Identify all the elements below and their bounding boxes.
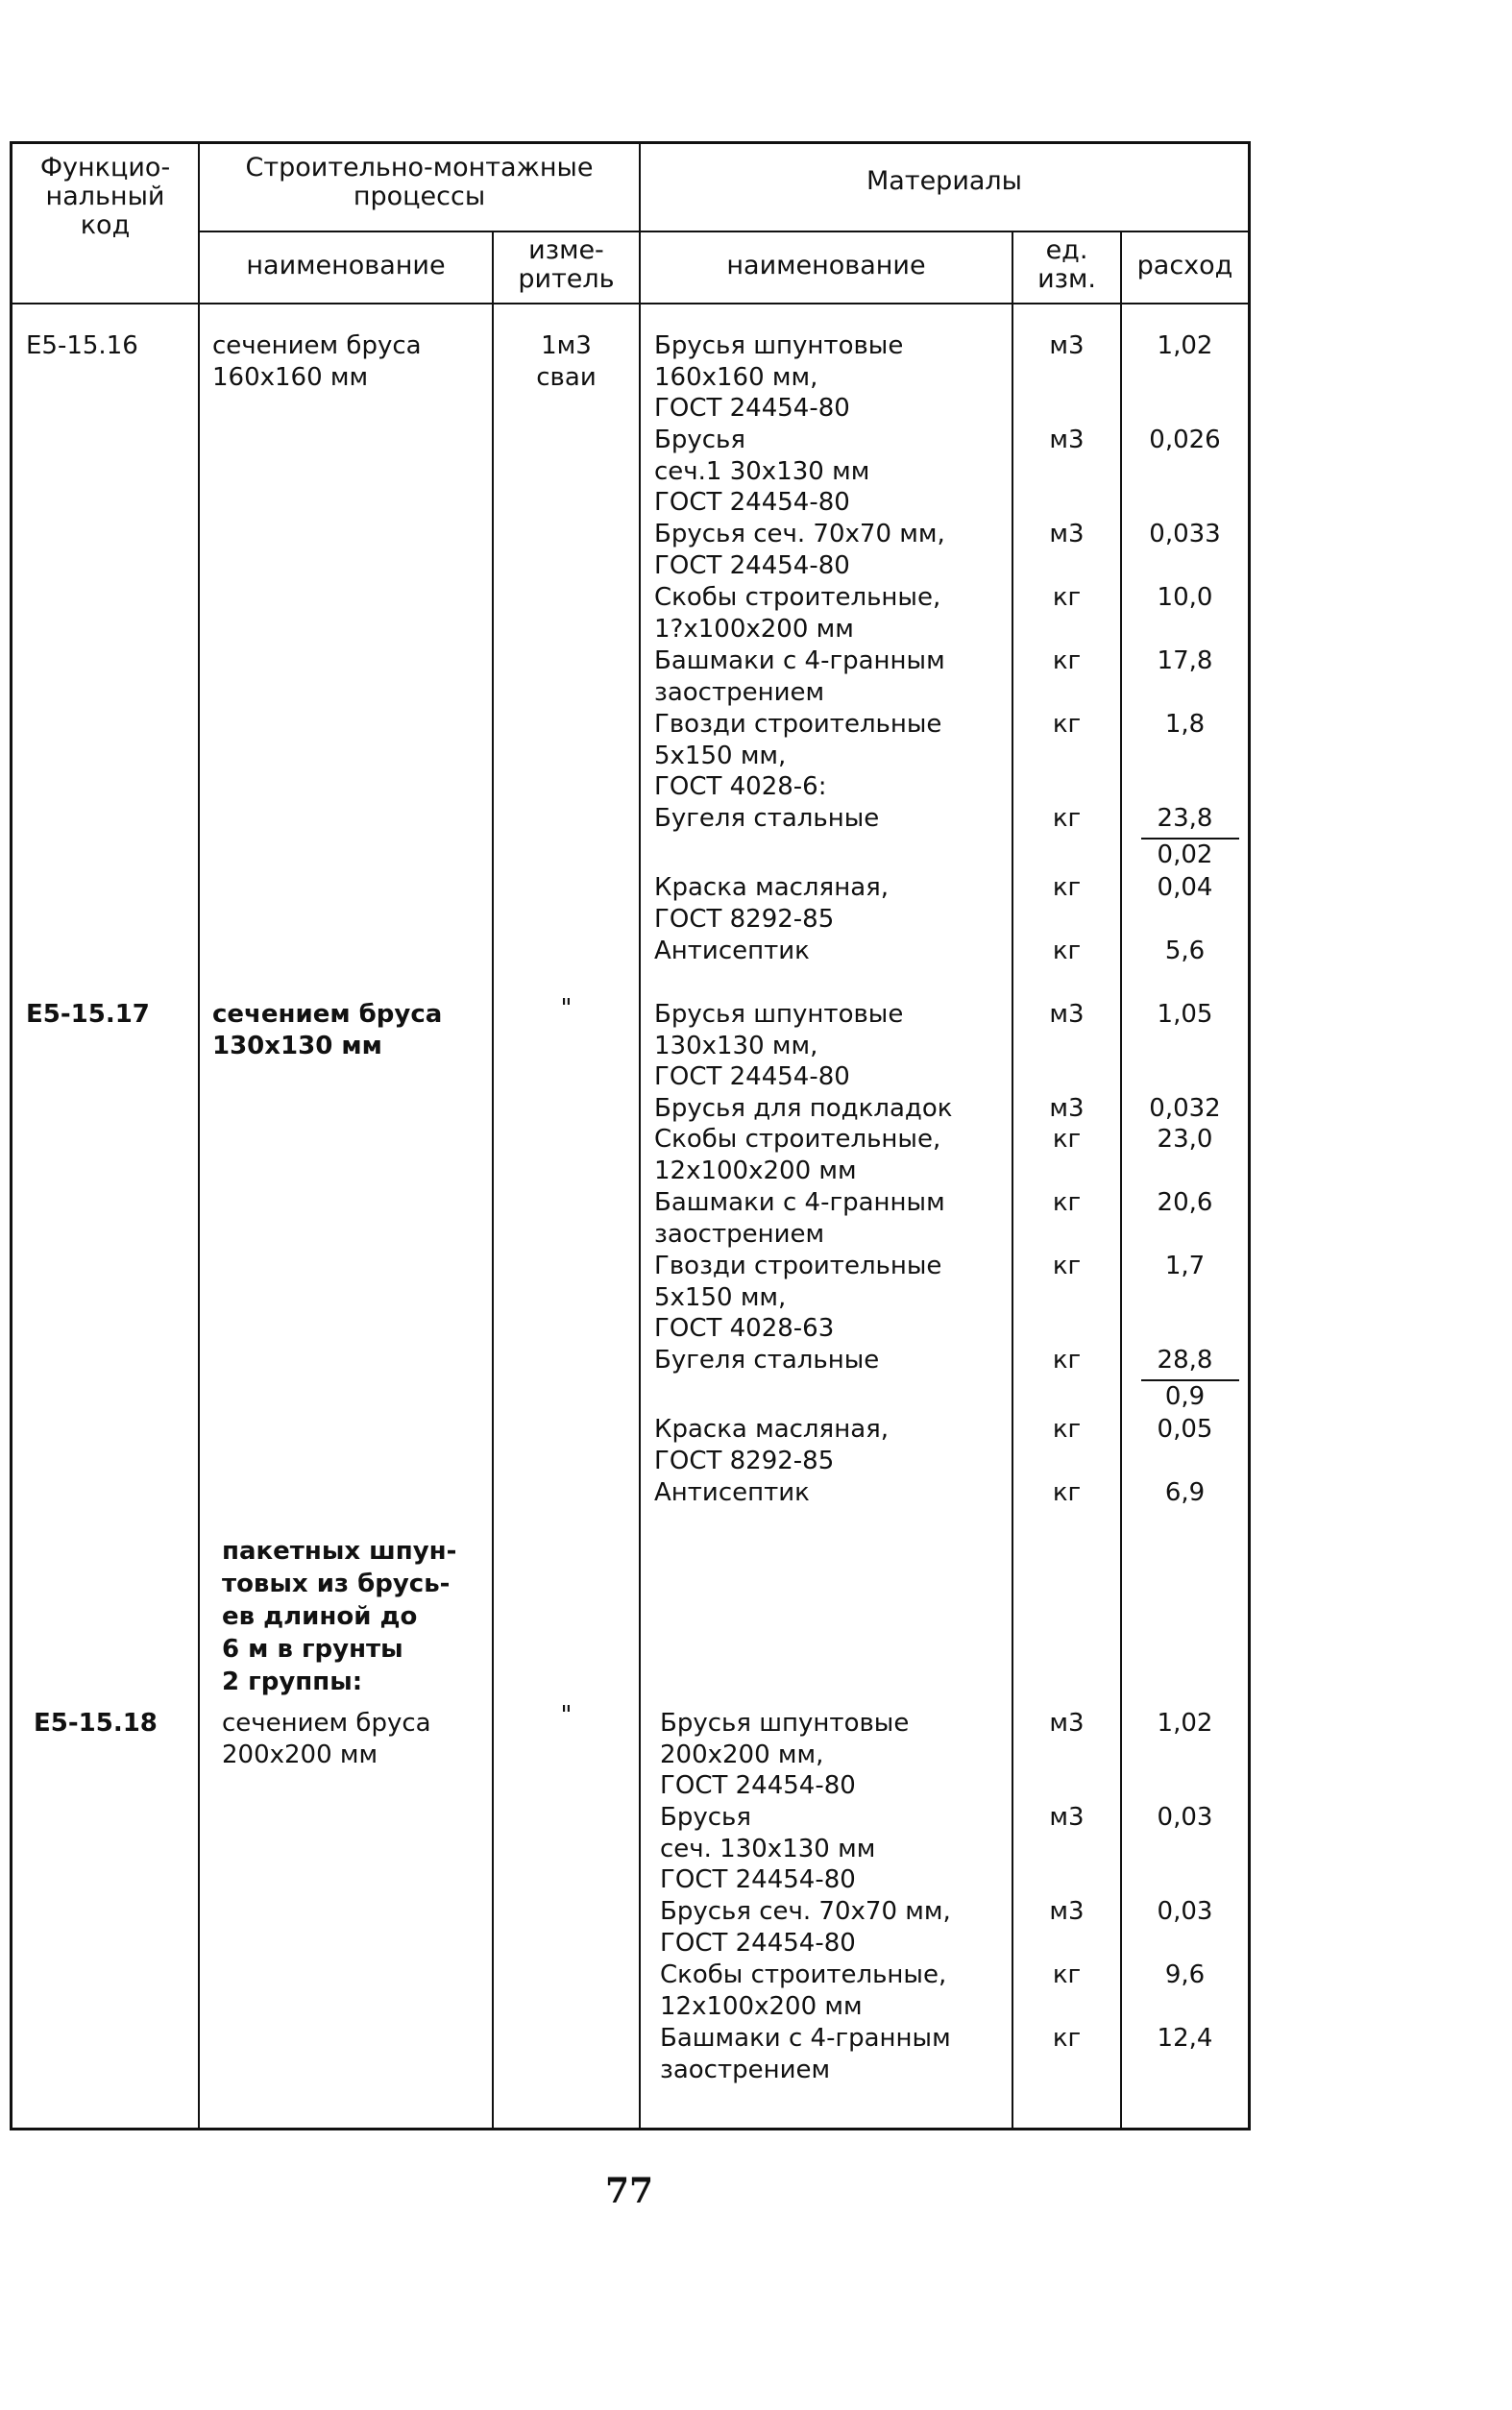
material-unit: кг xyxy=(1052,1346,1082,1375)
material-name: Брусья шпунтовые 160х160 мм, ГОСТ 24454-80 xyxy=(654,331,904,424)
material-qty: 1,8 xyxy=(1164,710,1206,739)
material-unit: кг xyxy=(1052,646,1082,675)
col-divider xyxy=(639,144,641,2128)
material-unit: кг xyxy=(1052,1188,1082,1217)
col-divider xyxy=(1120,231,1122,2128)
material-name: Брусья сеч. 130х130 мм ГОСТ 24454-80 xyxy=(660,1803,876,1895)
material-qty: 6,9 xyxy=(1164,1478,1206,1507)
material-name: Бугеля стальные xyxy=(654,804,880,833)
material-qty: 1,7 xyxy=(1164,1252,1206,1280)
page-number: 77 xyxy=(604,2171,654,2211)
header-bottom xyxy=(12,303,1248,304)
material-qty-numerator: 28,8 xyxy=(1157,1346,1213,1375)
material-unit: кг xyxy=(1052,804,1082,833)
material-name: Брусья шпунтовые 200х200 мм, ГОСТ 24454-80 xyxy=(660,1709,910,1801)
material-unit: кг xyxy=(1052,710,1082,739)
header-materials: Материалы xyxy=(866,166,1022,196)
material-name: Брусья сеч. 70х70 мм, ГОСТ 24454-80 xyxy=(660,1897,951,1958)
material-unit: м3 xyxy=(1049,1000,1085,1029)
process-name: сечением бруса 160х160 мм xyxy=(212,331,422,392)
material-qty: 0,04 xyxy=(1157,873,1213,902)
meter: " xyxy=(560,994,573,1023)
material-qty: 1,02 xyxy=(1157,1709,1213,1738)
material-qty-denominator: 0,02 xyxy=(1157,840,1213,869)
material-unit: кг xyxy=(1052,1125,1082,1154)
material-unit: м3 xyxy=(1049,520,1085,548)
col-divider xyxy=(198,144,200,2128)
material-qty: 1,02 xyxy=(1157,331,1213,360)
material-qty: 0,03 xyxy=(1157,1803,1213,1832)
header-divider xyxy=(198,231,1248,232)
meter: 1м3 сваи xyxy=(536,331,597,392)
material-unit: м3 xyxy=(1049,1094,1085,1123)
material-qty-denominator: 0,9 xyxy=(1164,1382,1206,1411)
material-qty: 0,026 xyxy=(1149,426,1221,454)
material-name: Брусья сеч.1 30х130 мм ГОСТ 24454-80 xyxy=(654,426,870,518)
header-proc-name: наименование xyxy=(246,251,446,280)
material-qty: 0,03 xyxy=(1157,1897,1213,1926)
material-name: Краска масляная, ГОСТ 8292-85 xyxy=(654,1415,890,1475)
material-name: Башмаки с 4-гранным заострением xyxy=(654,1188,945,1249)
material-name: Скобы строительные, 1?х100х200 мм xyxy=(654,583,941,644)
material-qty-numerator: 23,8 xyxy=(1157,804,1213,833)
material-name: Антисептик xyxy=(654,937,810,965)
material-unit: м3 xyxy=(1049,1709,1085,1738)
section-subheading: пакетных шпун- товых из брусь- ев длиной до 6 м в грунты 2 группы: xyxy=(222,1537,457,1696)
header-consumption: расход xyxy=(1136,251,1233,280)
material-unit: кг xyxy=(1052,1252,1082,1280)
func-code: Е5-15.18 xyxy=(34,1709,158,1738)
material-name: Брусья шпунтовые 130х130 мм, ГОСТ 24454-80 xyxy=(654,1000,904,1092)
material-name: Башмаки с 4-гранным заострением xyxy=(654,646,945,707)
material-unit: кг xyxy=(1052,1415,1082,1444)
meter: " xyxy=(560,1701,573,1730)
material-name: Гвозди строительные 5х150 мм, ГОСТ 4028-6: xyxy=(654,710,942,802)
col-divider xyxy=(492,231,494,2128)
process-name: сечением бруса 200х200 мм xyxy=(222,1709,431,1769)
material-qty: 1,05 xyxy=(1157,1000,1213,1029)
material-qty: 5,6 xyxy=(1164,937,1206,965)
header-meter: изме- ритель xyxy=(518,235,615,294)
material-unit: кг xyxy=(1052,1478,1082,1507)
material-qty: 0,032 xyxy=(1149,1094,1221,1123)
material-unit: м3 xyxy=(1049,1897,1085,1926)
material-unit: м3 xyxy=(1049,1803,1085,1832)
material-unit: м3 xyxy=(1049,426,1085,454)
material-name: Скобы строительные, 12х100х200 мм xyxy=(654,1125,941,1185)
material-qty: 17,8 xyxy=(1157,646,1213,675)
material-name: Гвозди строительные 5х150 мм, ГОСТ 4028-63 xyxy=(654,1252,942,1344)
material-unit: кг xyxy=(1052,873,1082,902)
material-name: Бугеля стальные xyxy=(654,1346,880,1375)
material-qty: 9,6 xyxy=(1164,1960,1206,1989)
material-qty: 0,033 xyxy=(1149,520,1221,548)
material-unit: м3 xyxy=(1049,331,1085,360)
material-name: Брусья для подкладок xyxy=(654,1094,953,1123)
material-qty: 20,6 xyxy=(1157,1188,1213,1217)
material-name: Скобы строительные, 12х100х200 мм xyxy=(660,1960,947,2021)
material-unit: кг xyxy=(1052,2024,1082,2053)
header-processes: Строительно-монтажные процессы xyxy=(245,153,594,211)
norms-table xyxy=(10,141,1251,2130)
header-mat-name: наименование xyxy=(726,251,926,280)
func-code: Е5-15.16 xyxy=(26,331,138,360)
material-qty: 12,4 xyxy=(1157,2024,1213,2053)
material-name: Брусья сеч. 70х70 мм, ГОСТ 24454-80 xyxy=(654,520,945,580)
header-func-code: Функцио- нальный код xyxy=(39,153,171,240)
material-unit: кг xyxy=(1052,937,1082,965)
material-qty: 10,0 xyxy=(1157,583,1213,612)
material-name: Башмаки с 4-гранным заострением xyxy=(660,2024,951,2084)
material-qty: 0,05 xyxy=(1157,1415,1213,1444)
header-unit: ед. изм. xyxy=(1037,235,1096,294)
material-unit: кг xyxy=(1052,583,1082,612)
material-name: Антисептик xyxy=(654,1478,810,1507)
material-unit: кг xyxy=(1052,1960,1082,1989)
material-qty: 23,0 xyxy=(1157,1125,1213,1154)
process-name: сечением бруса 130х130 мм xyxy=(212,1000,443,1060)
func-code: Е5-15.17 xyxy=(26,1000,150,1029)
material-name: Краска масляная, ГОСТ 8292-85 xyxy=(654,873,890,934)
col-divider xyxy=(1012,231,1013,2128)
